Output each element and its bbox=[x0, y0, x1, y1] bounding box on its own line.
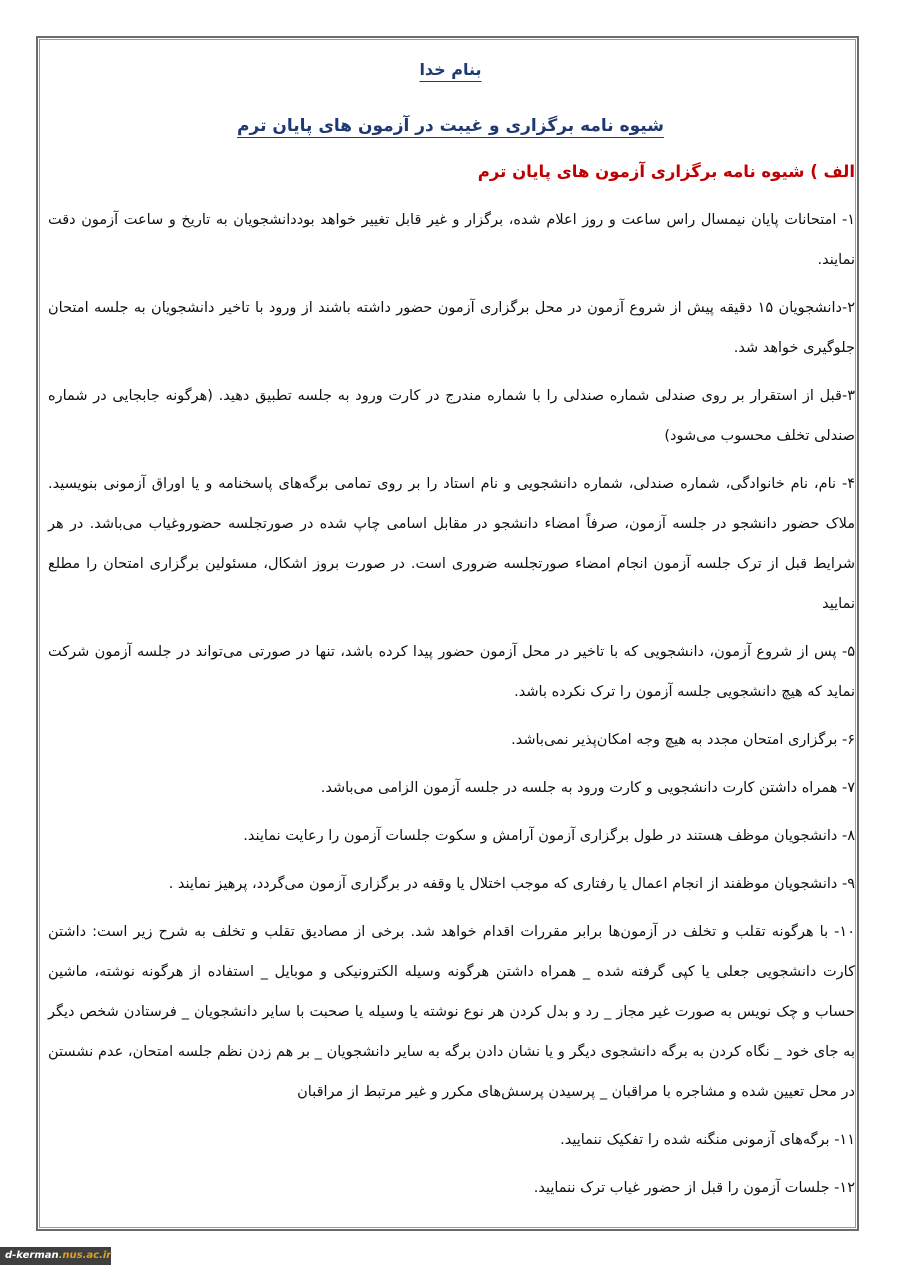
rule-7: ۷- همراه داشتن کارت دانشجویی و کارت ورود به جلسه در جلسه آزمون الزامی می‌باشد. bbox=[320, 780, 855, 796]
rule-10: ۱۰- با هرگونه تقلب و تخلف در آزمون‌ها برابر مقررات اقدام خواهد شد. برخی از مصادیق تقلب و تخلف به شرح زیر است: داشتن کارت دانشجویی جعلی یا کپی گرفته شده _ همراه داشتن هرگونه وسیله الکترونیکی و موبایل _ استفاده از هرگونه نوشته، ماشین حساب و چک نویس به صورت غیر مجاز _ رد و بدل کردن هر نوع نوشته یا وسیله یا صحبت با سایر دانشجویان _ فرستادن شخص دیگر به جای خود _ نگاه کردن به برگه دانشجوی دیگر و یا نشان دادن برگه به سایر دانشجویان _ بر هم زدن نظم جلسه امتحان، عدم نشستن در محل تعیین شده و مشاجره با مراقبان _ پرسیدن پرسش‌های مکرر و غیر مرتبط از مراقبان bbox=[48, 924, 855, 1100]
rule-2: ۲-دانشجویان ۱۵ دقیقه پیش از شروع آزمون در محل برگزاری آزمون حضور داشته باشند از ورود با تاخیر دانشجویان به جلسه امتحان جلوگیری خواهد شد. bbox=[48, 300, 855, 356]
rule-6: ۶- برگزاری امتحان مجدد به هیچ وجه امکان‌پذیر نمی‌باشد. bbox=[511, 732, 855, 748]
rule-3: ۳-قبل از استقرار بر روی صندلی شماره صندلی را با شماره مندرج در کارت ورود به جلسه تطبیق دهید. (هرگونه جابجایی در شماره صندلی تخلف محسوب می‌شود) bbox=[48, 388, 855, 444]
document-subtitle: شیوه نامه برگزاری و غیبت در آزمون های پایان ترم bbox=[237, 116, 664, 136]
document-body bbox=[44, 50, 857, 1208]
site-domain: .nus.ac.ir bbox=[58, 1250, 112, 1261]
rule-1: ۱- امتحانات پایان نیمسال راس ساعت و روز اعلام شده، برگزار و غیر قابل تغییر خواهد بوددانشجویان به تاریخ و ساعت آزمون دقت نمایند. bbox=[48, 212, 855, 268]
rule-5: ۵- پس از شروع آزمون، دانشجویی که با تاخیر در محل آزمون حضور پیدا کرده باشد، تنها در صورتی می‌تواند در جلسه آزمون شرکت نماید که هیچ دانشجویی جلسه آزمون را ترک نکرده باشد. bbox=[48, 644, 855, 700]
site-watermark-badge[interactable] bbox=[0, 1247, 111, 1265]
rule-8: ۸- دانشجویان موظف هستند در طول برگزاری آزمون آرامش و سکوت جلسات آزمون را رعایت نمایند. bbox=[243, 828, 855, 844]
section-heading: الف ) شیوه نامه برگزاری آزمون های پایان ترم bbox=[477, 162, 855, 181]
rule-11: ۱۱- برگه‌های آزمونی منگنه شده را تفکیک ننمایید. bbox=[560, 1132, 855, 1148]
rule-12: ۱۲- جلسات آزمون را قبل از حضور غیاب ترک ننمایید. bbox=[533, 1180, 855, 1196]
rule-9: ۹- دانشجویان موظفند از انجام اعمال یا رفتاری که موجب اختلال یا وقفه در برگزاری آزمون می‌گردد، پرهیز نمایند . bbox=[168, 876, 855, 892]
document-title: بنام خدا bbox=[419, 60, 482, 79]
site-name: d-kerman bbox=[5, 1250, 59, 1261]
rule-4: ۴- نام، نام خانوادگی، شماره صندلی، شماره دانشجویی و نام استاد را بر روی تمامی برگه‌های پاسخنامه و یا اوراق آزمونی بنویسید. ملاک حضور دانشجو در جلسه آزمون، صرفاً امضاء دانشجو در مقابل اسامی چاپ شده در صورتجلسه حضوروغیاب می‌باشد. در هر شرایط قبل از ترک جلسه آزمون انجام امضاء صورتجلسه ضروری است. در صورت بروز اشکال، مسئولین برگزاری امتحان را مطلع نمایید bbox=[48, 476, 855, 612]
